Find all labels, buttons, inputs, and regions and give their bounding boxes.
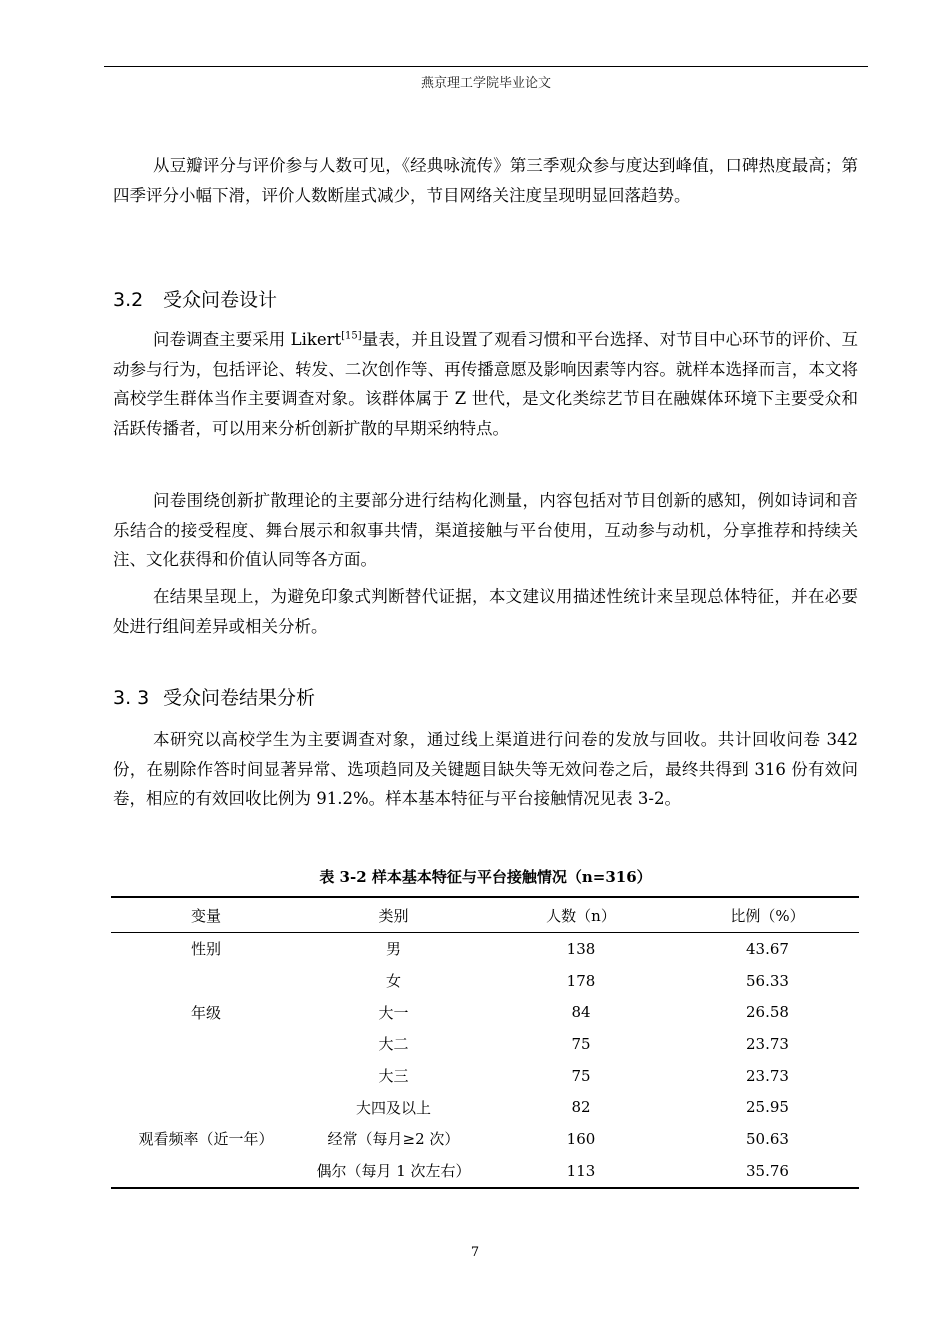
table-cell: 26.58 (746, 1003, 789, 1022)
table-caption: 表 3-2 样本基本特征与平台接触情况（n=316） (319, 868, 652, 886)
table-cell: 23.73 (746, 1066, 789, 1085)
table-cell: 50.63 (746, 1129, 789, 1148)
table-row (111, 1091, 859, 1123)
table-cell (111, 965, 301, 997)
table-row (111, 1123, 859, 1155)
citation-superscript: [15] (341, 330, 362, 342)
table-row (111, 1028, 859, 1060)
column-header: 人数（n） (486, 897, 676, 933)
table-cell: 大一 (378, 1003, 409, 1022)
table-cell: 75 (571, 1066, 591, 1085)
table-row (111, 1155, 859, 1188)
table-cell: 25.95 (746, 1098, 789, 1117)
table-cell: 大三 (378, 1067, 409, 1086)
column-header: 变量 (111, 897, 301, 933)
table-row (111, 965, 859, 997)
table-cell (111, 1028, 301, 1060)
table-cell: 大四及以上 (355, 1098, 431, 1117)
table-cell: 82 (571, 1098, 591, 1117)
table-cell: 178 (566, 971, 596, 990)
table-cell: 160 (566, 1129, 596, 1148)
table-cell: 35.76 (676, 1155, 859, 1188)
table-cell: 113 (486, 1155, 676, 1188)
header-rule (104, 66, 868, 67)
section-title: 受众问卷结果分析 (163, 687, 316, 709)
table-row (111, 1060, 859, 1092)
section-number: 3.2 (113, 289, 144, 311)
table-cell: 23.73 (746, 1034, 789, 1053)
table-cell (111, 1060, 301, 1092)
section-3-2-paragraph-3: 在结果呈现上，为避免印象式判断替代证据，本文建议用描述性统计来呈现总体特征，并在必要处进行组间差异或相关分析。 (113, 587, 858, 636)
column-header: 类别 (301, 897, 486, 933)
sample-characteristics-table (111, 896, 859, 1189)
table-row (111, 933, 859, 965)
paragraph-text: 问卷调查主要采用 Likert (153, 330, 342, 349)
table-row (111, 996, 859, 1028)
section-title: 受众问卷设计 (163, 289, 278, 311)
column-header: 比例（%） (676, 897, 859, 933)
paragraph-text: 量表，并且设置了观看习惯和平台选择、对节目中心环节的评价、互动参与行为，包括评论、转发、二次创作等、再传播意愿及影响因素等内容。就样本选择而言，本文将高校学生群体当作主要调查对象。该群体属于 Z 世代，是文化类综艺节目在融媒体环境下主要受众和活跃传播者，可以用来分析创新扩散的早期采纳特点。 (113, 330, 858, 438)
table-cell: 大二 (378, 1035, 409, 1054)
intro-paragraph: 从豆瓣评分与评价参与人数可见，《经典咏流传》第三季观众参与度达到峰值，口碑热度最高；第四季评分小幅下滑，评价人数断崖式减少，节目网络关注度呈现明显回落趋势。 (113, 156, 858, 205)
table-cell (111, 1091, 301, 1123)
section-3-2-paragraph-2: 问卷围绕创新扩散理论的主要部分进行结构化测量，内容包括对节目创新的感知，例如诗词和音乐结合的接受程度、舞台展示和叙事共情，渠道接触与平台使用，互动参与动机，分享推荐和持续关注、文化获得和价值认同等各方面。 (113, 491, 858, 569)
table-cell: 女 (385, 972, 401, 991)
section-3-3-paragraph-1: 本研究以高校学生为主要调查对象，通过线上渠道进行问卷的发放与回收。共计回收问卷 342 份，在剔除作答时间显著异常、选项趋同及关键题目缺失等无效问卷之后，最终共得到 316 份有效问卷，相应的有效回收比例为 91.2%。样本基本特征与平台接触情况见表 3-2。 (113, 730, 858, 808)
table-cell: 年级 (190, 1003, 221, 1022)
section-3-3-heading (113, 683, 315, 710)
table-header-row (111, 897, 859, 933)
table-cell: 43.67 (746, 939, 789, 958)
table-cell: 男 (385, 940, 401, 959)
table-cell (111, 1155, 301, 1188)
table-cell: 观看频率（近一年） (138, 1130, 274, 1149)
page-number: 7 (470, 1245, 480, 1260)
table-cell: 75 (571, 1034, 591, 1053)
table-cell: 性别 (190, 940, 221, 959)
table-cell: 经常（每月≥2 次） (327, 1130, 460, 1149)
section-number: 3. 3 (113, 687, 150, 709)
section-3-2-heading (113, 285, 277, 312)
table-cell: 56.33 (746, 971, 789, 990)
table-cell: 84 (571, 1003, 591, 1022)
running-header: 燕京理工学院毕业论文 (420, 76, 551, 91)
table-cell: 偶尔（每月 1 次左右） (301, 1155, 486, 1188)
section-3-2-paragraph-1 (113, 325, 858, 443)
table-cell: 138 (566, 939, 596, 958)
